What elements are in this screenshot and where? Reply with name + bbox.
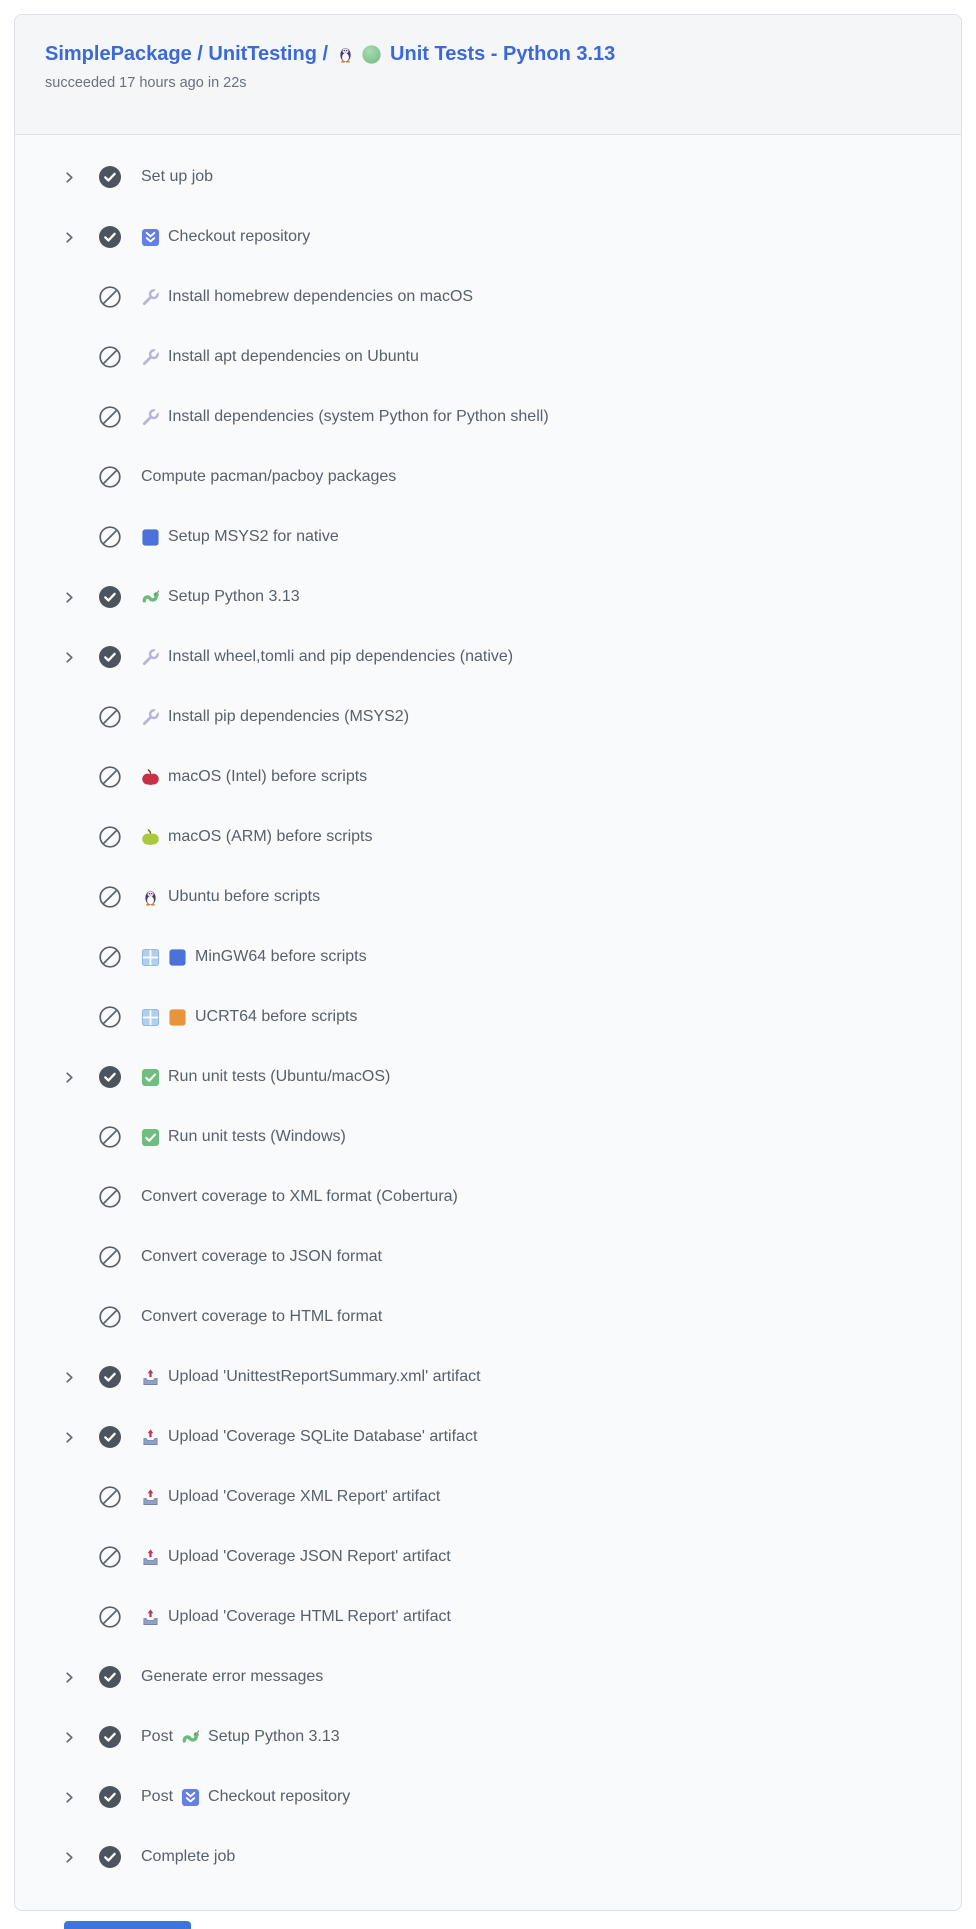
blue-square-icon [168, 948, 187, 967]
step-label-text: Convert coverage to XML format (Cobertura) [141, 1188, 458, 1205]
success-icon [99, 1846, 121, 1868]
chevron-placeholder [61, 1609, 77, 1625]
skipped-icon [99, 1186, 121, 1208]
success-icon [99, 1066, 121, 1088]
step-label [141, 1547, 451, 1567]
chevron-placeholder [61, 709, 77, 725]
step-row [61, 927, 961, 987]
window-icon [141, 1008, 160, 1027]
upload-icon [141, 1548, 160, 1567]
step-label [141, 407, 549, 427]
step-label [141, 227, 310, 247]
skipped-icon [99, 466, 121, 488]
upload-icon [141, 1608, 160, 1627]
step-label-text: Run unit tests (Ubuntu/macOS) [168, 1068, 391, 1085]
skipped-icon [99, 766, 121, 788]
step-label [141, 1127, 346, 1147]
step-row [61, 1527, 961, 1587]
step-row [61, 1167, 961, 1227]
step-label-text: MinGW64 before scripts [195, 948, 367, 965]
step-label-text: Install wheel,tomli and pip dependencies (native) [168, 648, 514, 665]
step-label-text: Upload 'Coverage SQLite Database' artifact [168, 1428, 478, 1445]
chevron-right-icon[interactable] [61, 1069, 77, 1085]
success-icon [99, 1666, 121, 1688]
step-label-text: Upload 'Coverage HTML Report' artifact [168, 1608, 451, 1625]
step-label [141, 1187, 458, 1207]
step-row [61, 387, 961, 447]
chevron-right-icon[interactable] [61, 169, 77, 185]
step-label [141, 1727, 340, 1747]
chevron-right-icon[interactable] [61, 1849, 77, 1865]
step-row [61, 327, 961, 387]
step-label-text: Install pip dependencies (MSYS2) [168, 708, 410, 725]
skipped-icon [99, 1306, 121, 1328]
step-label [141, 1787, 350, 1807]
skipped-icon [99, 526, 121, 548]
steps-list [15, 135, 961, 1887]
chevron-right-icon[interactable] [61, 229, 77, 245]
step-label-text: Install apt dependencies on Ubuntu [168, 348, 419, 365]
wrench-icon [141, 708, 160, 727]
upload-icon [141, 1488, 160, 1507]
chevron-placeholder [61, 1009, 77, 1025]
chevron-placeholder [61, 829, 77, 845]
success-icon [99, 646, 121, 668]
step-label-text: UCRT64 before scripts [195, 1008, 358, 1025]
job-title-icons [336, 44, 382, 65]
chevron-placeholder [61, 1309, 77, 1325]
step-row [61, 1107, 961, 1167]
step-label [141, 947, 367, 967]
skipped-icon [99, 886, 121, 908]
success-icon [99, 1366, 121, 1388]
skipped-icon [99, 1546, 121, 1568]
step-row[interactable] [61, 1707, 961, 1767]
step-label [141, 887, 320, 907]
step-row [61, 807, 961, 867]
success-icon [99, 166, 121, 188]
step-label [141, 1067, 390, 1087]
step-label [141, 587, 300, 607]
step-row[interactable] [61, 1767, 961, 1827]
step-label [141, 1487, 440, 1507]
wrench-icon [141, 648, 160, 667]
wrench-icon [141, 348, 160, 367]
check-box-icon [141, 1128, 160, 1147]
check-box-icon [141, 1068, 160, 1087]
chevron-placeholder [61, 289, 77, 305]
step-row [61, 447, 961, 507]
step-label [141, 1307, 382, 1327]
step-label [141, 1247, 382, 1267]
skipped-icon [99, 286, 121, 308]
step-label-text: Generate error messages [141, 1668, 324, 1685]
step-row[interactable] [61, 627, 961, 687]
step-row [61, 1467, 961, 1527]
skipped-icon [99, 826, 121, 848]
chevron-placeholder [61, 1549, 77, 1565]
step-label-text: Checkout repository [168, 228, 311, 245]
job-name: Unit Tests - Python 3.13 [390, 43, 616, 65]
penguin-icon [336, 45, 355, 64]
step-row[interactable] [61, 1347, 961, 1407]
step-label-text: Set up job [141, 168, 214, 185]
step-label [141, 467, 396, 487]
job-title-link[interactable] [45, 41, 931, 67]
step-label-text: Ubuntu before scripts [168, 888, 321, 905]
chevron-right-icon[interactable] [61, 1429, 77, 1445]
step-label [141, 1667, 323, 1687]
step-label-text: Post [141, 1788, 174, 1805]
upload-icon [141, 1368, 160, 1387]
wrench-icon [141, 408, 160, 427]
step-row [61, 507, 961, 567]
chevron-placeholder [61, 529, 77, 545]
step-row [61, 1587, 961, 1647]
step-label [141, 1427, 477, 1447]
skipped-icon [99, 946, 121, 968]
step-row[interactable] [61, 1647, 961, 1707]
step-row[interactable] [61, 147, 961, 207]
step-row[interactable] [61, 1407, 961, 1467]
step-row [61, 687, 961, 747]
green-apple-icon [141, 828, 160, 847]
step-label-text: Setup MSYS2 for native [168, 528, 339, 545]
blue-square-icon [141, 528, 160, 547]
chevron-placeholder [61, 409, 77, 425]
step-label-text: Upload 'UnittestReportSummary.xml' artifact [168, 1368, 481, 1385]
success-icon [99, 1426, 121, 1448]
skipped-icon [99, 1246, 121, 1268]
skipped-icon [99, 1126, 121, 1148]
skipped-icon [99, 346, 121, 368]
penguin-icon [141, 888, 160, 907]
chevron-placeholder [61, 769, 77, 785]
step-label [141, 827, 372, 847]
success-icon [99, 1786, 121, 1808]
skipped-icon [99, 1006, 121, 1028]
step-label-text: Convert coverage to HTML format [141, 1308, 383, 1325]
success-icon [99, 1726, 121, 1748]
step-label [141, 767, 367, 787]
step-label-text: Compute pacman/pacboy packages [141, 468, 397, 485]
step-label-text: Upload 'Coverage XML Report' artifact [168, 1488, 441, 1505]
skipped-icon [99, 1606, 121, 1628]
python-icon [141, 588, 160, 607]
step-label [141, 1007, 357, 1027]
job-header [15, 15, 961, 135]
chevron-right-icon[interactable] [61, 1669, 77, 1685]
python-icon [181, 1728, 200, 1747]
step-row[interactable] [61, 207, 961, 267]
step-label-text: Upload 'Coverage JSON Report' artifact [168, 1548, 451, 1565]
step-label-text: Setup Python 3.13 [168, 588, 300, 605]
chevron-right-icon[interactable] [61, 649, 77, 665]
chevron-right-icon[interactable] [61, 1729, 77, 1745]
step-label [141, 1607, 451, 1627]
skipped-icon [99, 706, 121, 728]
wrench-icon [141, 288, 160, 307]
chevron-placeholder [61, 889, 77, 905]
chevron-placeholder [61, 1189, 77, 1205]
bottom-partial-bar [64, 1921, 191, 1929]
red-apple-icon [141, 768, 160, 787]
step-row[interactable] [61, 567, 961, 627]
chevron-placeholder [61, 1249, 77, 1265]
step-label [141, 347, 419, 367]
step-label [141, 707, 409, 727]
step-row [61, 267, 961, 327]
step-row [61, 1227, 961, 1287]
step-label [141, 527, 339, 547]
chevron-placeholder [61, 949, 77, 965]
chevron-placeholder [61, 349, 77, 365]
download-icon [181, 1788, 200, 1807]
chevron-placeholder [61, 1129, 77, 1145]
chevron-right-icon[interactable] [61, 1789, 77, 1805]
chevron-placeholder [61, 469, 77, 485]
chevron-placeholder [61, 1489, 77, 1505]
step-label-text: macOS (ARM) before scripts [168, 828, 373, 845]
job-card [14, 14, 962, 1911]
step-row [61, 867, 961, 927]
skipped-icon [99, 406, 121, 428]
step-row[interactable] [61, 1827, 961, 1887]
step-row [61, 1287, 961, 1347]
step-label-text: Install dependencies (system Python for Python shell) [168, 408, 549, 425]
step-label-text: Setup Python 3.13 [208, 1728, 340, 1745]
step-row[interactable] [61, 1047, 961, 1107]
step-label-text: Run unit tests (Windows) [168, 1128, 346, 1145]
success-icon [99, 226, 121, 248]
upload-icon [141, 1428, 160, 1447]
success-icon [99, 586, 121, 608]
step-label [141, 1367, 481, 1387]
step-label [141, 287, 473, 307]
step-label [141, 647, 513, 667]
orange-square-icon [168, 1008, 187, 1027]
step-label-text: Complete job [141, 1848, 236, 1865]
step-row [61, 987, 961, 1047]
step-label [141, 1847, 235, 1867]
step-label-text: Convert coverage to JSON format [141, 1248, 382, 1265]
step-row [61, 747, 961, 807]
green-circle-icon [361, 44, 382, 65]
chevron-right-icon[interactable] [61, 1369, 77, 1385]
step-label-text: Install homebrew dependencies on macOS [168, 288, 474, 305]
chevron-right-icon[interactable] [61, 589, 77, 605]
step-label-text: Checkout repository [208, 1788, 351, 1805]
job-status-line: succeeded 17 hours ago in 22s [45, 75, 247, 91]
step-label-text: Post [141, 1728, 174, 1745]
download-icon [141, 228, 160, 247]
breadcrumb: SimplePackage / UnitTesting / [45, 43, 329, 65]
window-icon [141, 948, 160, 967]
step-label [141, 167, 213, 187]
skipped-icon [99, 1486, 121, 1508]
step-label-text: macOS (Intel) before scripts [168, 768, 368, 785]
